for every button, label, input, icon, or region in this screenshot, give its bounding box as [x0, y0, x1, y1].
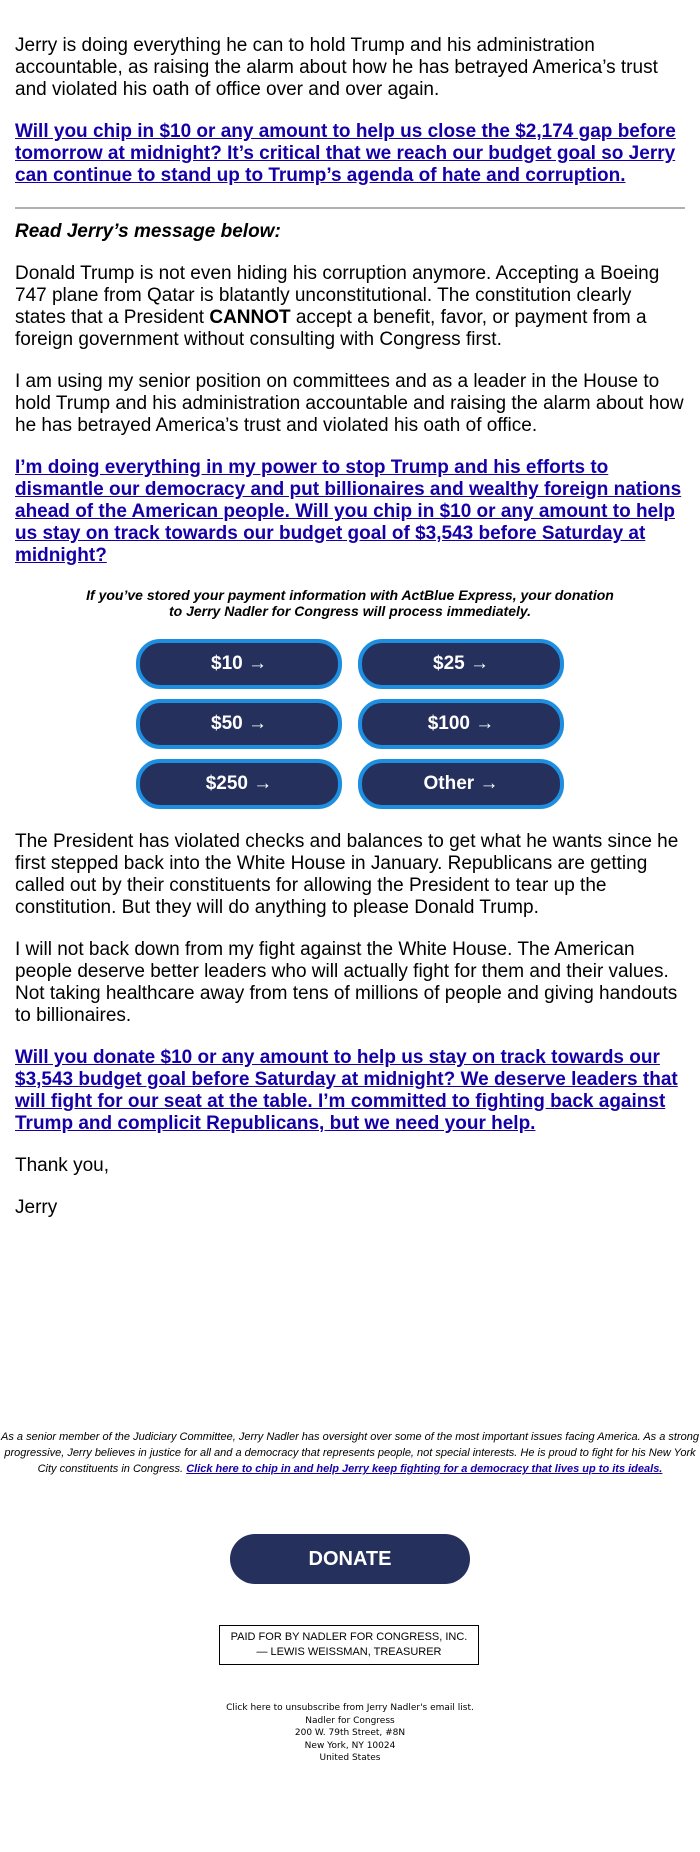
divider — [15, 207, 685, 209]
donation-amount-grid — [15, 639, 685, 809]
donate-10-button[interactable]: $10 → — [136, 639, 342, 689]
message-paragraph-4: I will not back down from my fight against the White House. The American people deserve better leaders who will actually fight for them and their values. Not taking healthcare away from tens of millions of people and giving handouts to billionaires. — [15, 939, 678, 1026]
p1-text-after: accept a benefit, favor, or payment from a foreign government without consulting with Congress first. — [15, 307, 647, 350]
closing-donate-link[interactable]: Will you donate $10 or any amount to help us stay on track towards our $3,543 budget goal before Saturday at midnight? We deserve leaders that will fight for our seat at the table. I’m committed to fighting back against Trump and complicit Republicans, but we need your help. — [15, 1047, 678, 1134]
footer-about-text: As a senior member of the Judiciary Committee, Jerry Nadler has oversight over some of the most important issues facing America. As a strong progressive, Jerry believes in justice for all and a democracy that represents people, not special interests. He is proud to fight for his New York City constituents in Congress. — [1, 1431, 699, 1475]
p1-text-before: Donald Trump is not even hiding his corruption anymore. Accepting a Boeing 747 plane from Qatar is blatantly unconstitutional. The constitution clearly states that a President — [15, 263, 660, 328]
country: United States — [319, 1753, 381, 1763]
signature: Jerry — [15, 1197, 58, 1218]
footer-chip-in-link[interactable]: Click here to chip in and help Jerry keep fighting for a democracy that lives up to its ideals. — [186, 1463, 663, 1475]
donate-250-button[interactable]: $250 → — [136, 759, 342, 809]
message-paragraph-2: I am using my senior position on committees and as a leader in the House to hold Trump and his administration accountable and raising the alarm about how he has betrayed America’s trust and violated his oath of office. — [15, 371, 684, 436]
donate-button[interactable]: DONATE — [230, 1534, 470, 1584]
footer-about — [0, 1429, 700, 1477]
message-paragraph-3: The President has violated checks and balances to get what he wants since he first stepped back into the White House in January. Republicans are getting called out by their constituents for allowing the President to tear up the constitution. But they will do anything to please Donald Trump. — [15, 831, 679, 918]
p1-emphasis: CANNOT — [209, 307, 291, 328]
message-paragraph-1 — [15, 263, 685, 351]
paid-for-line: PAID FOR BY NADLER FOR CONGRESS, INC. — [230, 1631, 468, 1643]
donate-other-button[interactable]: Other → — [358, 759, 564, 809]
org-name: Nadler for Congress — [305, 1715, 395, 1726]
donate-25-button[interactable]: $25 → — [358, 639, 564, 689]
unsubscribe-link[interactable]: Click here to unsubscribe from Jerry Nadler's email list. — [226, 1703, 474, 1713]
footer-address-block — [0, 1702, 700, 1765]
message-heading: Read Jerry’s message below: — [15, 221, 281, 242]
donate-100-button[interactable]: $100 → — [358, 699, 564, 749]
street-address: 200 W. 79th Street, #8N — [294, 1728, 406, 1738]
donate-50-button[interactable]: $50 → — [136, 699, 342, 749]
signoff: Thank you, — [15, 1155, 109, 1176]
paid-for-disclaimer — [219, 1625, 479, 1665]
intro-donate-link[interactable]: Will you chip in $10 or any amount to help us close the $2,174 gap before tomorrow at midnight? It’s critical that we reach our budget goal so Jerry can continue to stand up to Trump’s agenda of hate and corruption. — [15, 121, 676, 186]
city-address: New York, NY 10024 — [304, 1740, 396, 1751]
intro-paragraph: Jerry is doing everything he can to hold Trump and his administration accountable, as raising the alarm about how he has betrayed America’s trust and violated his oath of office over and over again. — [15, 35, 658, 100]
actblue-express-note: If you’ve stored your payment information with ActBlue Express, your donation to Jerry Nadler for Congress will process immediately. — [86, 587, 614, 619]
message-donate-link[interactable]: I’m doing everything in my power to stop Trump and his efforts to dismantle our democracy and put billionaires and wealthy foreign nations ahead of the American people. Will you chip in $10 or any amount to help us stay on track towards our budget goal of $3,543 before Saturday at midnight? — [15, 457, 682, 566]
treasurer-line: — LEWIS WEISSMAN, TREASURER — [256, 1646, 442, 1658]
